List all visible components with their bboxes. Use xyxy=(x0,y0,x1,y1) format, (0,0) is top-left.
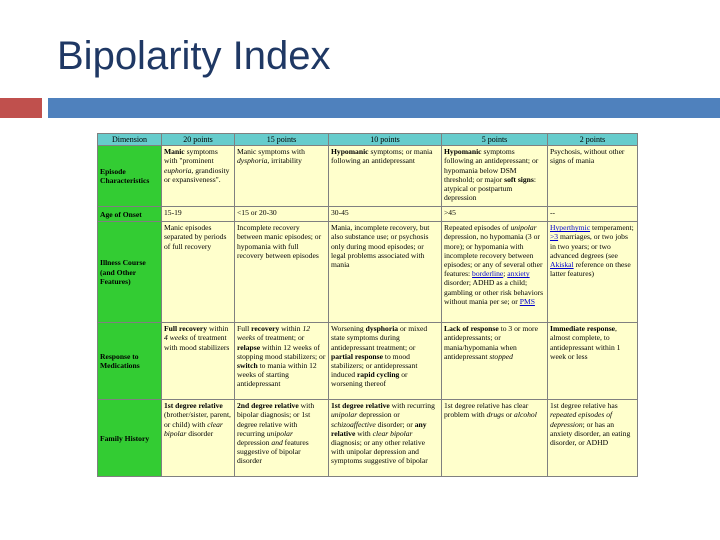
cell-2-points xyxy=(548,207,638,222)
reference-link[interactable]: Hyperthymic xyxy=(550,223,591,233)
cell-text: features suggestive of bipolar disorder xyxy=(237,438,309,466)
accent-bar-red xyxy=(0,98,42,118)
cell-text: >45 xyxy=(444,208,456,218)
cell-5-points xyxy=(442,146,548,207)
cell-2-points xyxy=(548,146,638,207)
cell-text: of treatment; or xyxy=(255,333,305,343)
cell-10-points xyxy=(329,207,442,222)
cell-text: with xyxy=(355,428,373,438)
cell-text: ; xyxy=(503,269,508,279)
cell-text: within 12 weeks of stopping mood stabilizers; or xyxy=(237,342,326,361)
cell-text: , almost complete, to antidepressant within 1 week or less xyxy=(550,324,621,361)
reference-link[interactable]: borderline xyxy=(472,269,504,279)
cell-text: Manic symptoms with xyxy=(237,147,305,157)
cell-text: symptoms following an antidepressant; or hypomania below DSM threshold; or major xyxy=(444,147,539,184)
cell-text: 15-19 xyxy=(164,208,182,218)
cell-text: and xyxy=(271,438,283,448)
cell-text: , irritability xyxy=(267,156,302,166)
cell-text: 1st degree relative xyxy=(164,401,223,411)
table-body xyxy=(98,146,638,477)
cell-10-points xyxy=(329,323,442,400)
cell-text: temperament; xyxy=(590,223,634,233)
cell-text: Repeated episodes of xyxy=(444,223,511,233)
header-20-points: 20 points xyxy=(162,134,235,146)
cell-text: depression xyxy=(237,438,272,448)
cell-text: 1st degree relative has clear problem with xyxy=(444,401,529,420)
cell-text: -- xyxy=(550,208,556,218)
table-header-row xyxy=(98,134,638,146)
cell-text: within xyxy=(207,324,229,334)
cell-20-points xyxy=(162,146,235,207)
cell-text: Full recovery xyxy=(164,324,208,334)
cell-text: with recurring xyxy=(389,401,435,411)
cell-text: Full xyxy=(237,324,252,334)
cell-text: with bipolar diagnosis; or 1st degree relative with recurring xyxy=(237,401,315,438)
table-row-episode-characteristics xyxy=(98,146,638,207)
dimension-label: Response to Medications xyxy=(98,323,162,400)
cell-text: within xyxy=(279,324,303,334)
cell-text: : atypical or postpartum depression xyxy=(444,174,536,203)
cell-text: Manic xyxy=(164,147,185,157)
cell-20-points xyxy=(162,323,235,400)
cell-text: disorder; ADHD as a child; gambling or other risk behaviors without mania per se; or xyxy=(444,278,544,306)
cell-text: or xyxy=(503,410,515,420)
header-2-points: 2 points xyxy=(548,134,638,146)
cell-text: dysphoria xyxy=(237,156,268,166)
cell-text: 2nd degree relative xyxy=(237,401,299,411)
cell-text: soft signs xyxy=(504,174,534,184)
cell-text: 30-45 xyxy=(331,208,349,218)
bipolarity-index-table xyxy=(97,133,638,477)
cell-text: disorder; or xyxy=(375,419,415,429)
cell-text: Lack of response xyxy=(444,324,499,334)
cell-20-points xyxy=(162,222,235,323)
cell-text: or worsening thereof xyxy=(331,370,408,389)
cell-text: Hypomanic xyxy=(331,147,369,157)
bipolarity-table-container xyxy=(97,133,637,477)
cell-text: 4 weeks xyxy=(164,333,188,343)
cell-text: of treatment with mood stabilizers xyxy=(164,333,230,352)
cell-text: any relative xyxy=(331,419,427,438)
table-row-family-history xyxy=(98,400,638,477)
cell-text: switch xyxy=(237,361,258,371)
cell-text: to mania within 12 weeks of starting antidepressant xyxy=(237,361,317,389)
dimension-label: Illness Course (and Other Features) xyxy=(98,222,162,323)
cell-text: Manic episodes separated by periods of full recovery xyxy=(164,223,227,251)
cell-2-points xyxy=(548,222,638,323)
cell-text: disorder xyxy=(186,428,214,438)
cell-15-points xyxy=(235,323,329,400)
reference-link[interactable]: PMS xyxy=(519,296,535,306)
cell-text: partial response xyxy=(331,351,383,361)
cell-text: schizoaffective xyxy=(331,419,376,429)
slide-title: Bipolarity Index xyxy=(57,34,331,78)
cell-text: drugs xyxy=(486,410,504,420)
cell-text: Psychosis, without other signs of mania xyxy=(550,147,625,166)
cell-10-points xyxy=(329,222,442,323)
cell-text: Immediate response xyxy=(550,324,616,334)
table-row-response-to-medications xyxy=(98,323,638,400)
cell-text: to 3 or more antidepressants; or mania/hypomania when antidepressant xyxy=(444,324,538,361)
cell-text: or mixed state symptoms during antidepressant treatment; or xyxy=(331,324,428,352)
cell-text: symptoms with "prominent xyxy=(164,147,218,166)
cell-5-points xyxy=(442,222,548,323)
cell-text: repeated episodes of depression xyxy=(550,410,613,429)
cell-text: , grandiosity or expansiveness". xyxy=(164,165,230,184)
cell-20-points xyxy=(162,207,235,222)
cell-text: unipolar xyxy=(331,410,358,420)
dimension-label: Age of Onset xyxy=(98,207,162,222)
dimension-label: Family History xyxy=(98,400,162,477)
cell-text: (brother/sister, parent, or child) with xyxy=(164,410,231,429)
cell-text: Hypomanic xyxy=(444,147,482,157)
cell-5-points xyxy=(442,323,548,400)
reference-link[interactable]: anxiety xyxy=(507,269,530,279)
cell-text: to mood stabilizers; or antidepressant induced xyxy=(331,351,418,380)
cell-10-points xyxy=(329,400,442,477)
cell-text: euphoria xyxy=(164,165,192,175)
cell-2-points xyxy=(548,400,638,477)
cell-text: dysphoria xyxy=(365,324,399,334)
reference-link[interactable]: Akiskal xyxy=(550,260,574,270)
reference-link[interactable]: >3 xyxy=(550,232,559,242)
cell-text: unipolar xyxy=(266,428,293,438)
cell-text: marriages, or two jobs in two years; or two advanced degrees (see xyxy=(550,232,628,260)
cell-15-points xyxy=(235,222,329,323)
header-dimension: Dimension xyxy=(98,134,162,146)
cell-text: symptoms; or mania following an antidepressant xyxy=(331,147,433,166)
cell-15-points xyxy=(235,207,329,222)
cell-text: 1st degree relative xyxy=(331,401,390,411)
cell-15-points xyxy=(235,400,329,477)
dimension-label: Episode Characteristics xyxy=(98,146,162,207)
cell-text: reference on these latter features) xyxy=(550,260,631,279)
cell-text: stopped xyxy=(489,351,513,361)
cell-15-points xyxy=(235,146,329,207)
cell-text: diagnosis; or any other relative with unipolar depression and symptoms suggestive of bipolar xyxy=(331,438,428,466)
table-row-illness-course xyxy=(98,222,638,323)
cell-2-points xyxy=(548,323,638,400)
header-5-points: 5 points xyxy=(442,134,548,146)
cell-20-points xyxy=(162,400,235,477)
cell-text: unipolar xyxy=(510,223,537,233)
cell-10-points xyxy=(329,146,442,207)
cell-text: depression or xyxy=(357,410,400,420)
cell-text: recovery xyxy=(251,324,280,334)
cell-5-points xyxy=(442,400,548,477)
header-10-points: 10 points xyxy=(329,134,442,146)
cell-text: clear bipolar xyxy=(372,428,413,438)
cell-text: clear bipolar xyxy=(164,419,223,438)
cell-text: relapse xyxy=(237,342,261,352)
cell-text: 12 weeks xyxy=(237,324,311,343)
accent-bar-blue xyxy=(48,98,720,118)
cell-text: 1st degree relative has xyxy=(550,401,618,411)
cell-text: Incomplete recovery between manic episodes; or hypomania with full recovery between episodes xyxy=(237,223,322,260)
cell-text: Mania, incomplete recovery, but also substance use; or psychosis only during mood episodes; or legal problems associated with mania xyxy=(331,223,430,270)
cell-text: ; or has an anxiety disorder, an eating disorder, or ADHD xyxy=(550,419,631,448)
cell-text: alcohol xyxy=(514,410,537,420)
table-row-age-of-onset xyxy=(98,207,638,222)
cell-text: Worsening xyxy=(331,324,366,334)
cell-text: rapid cycling xyxy=(356,370,400,380)
header-15-points: 15 points xyxy=(235,134,329,146)
cell-text: <15 or 20-30 xyxy=(237,208,277,218)
cell-5-points xyxy=(442,207,548,222)
cell-text: depression, no hypomania (3 or more); or hypomania with incomplete recovery between episodes; or any of several other features: xyxy=(444,232,543,279)
